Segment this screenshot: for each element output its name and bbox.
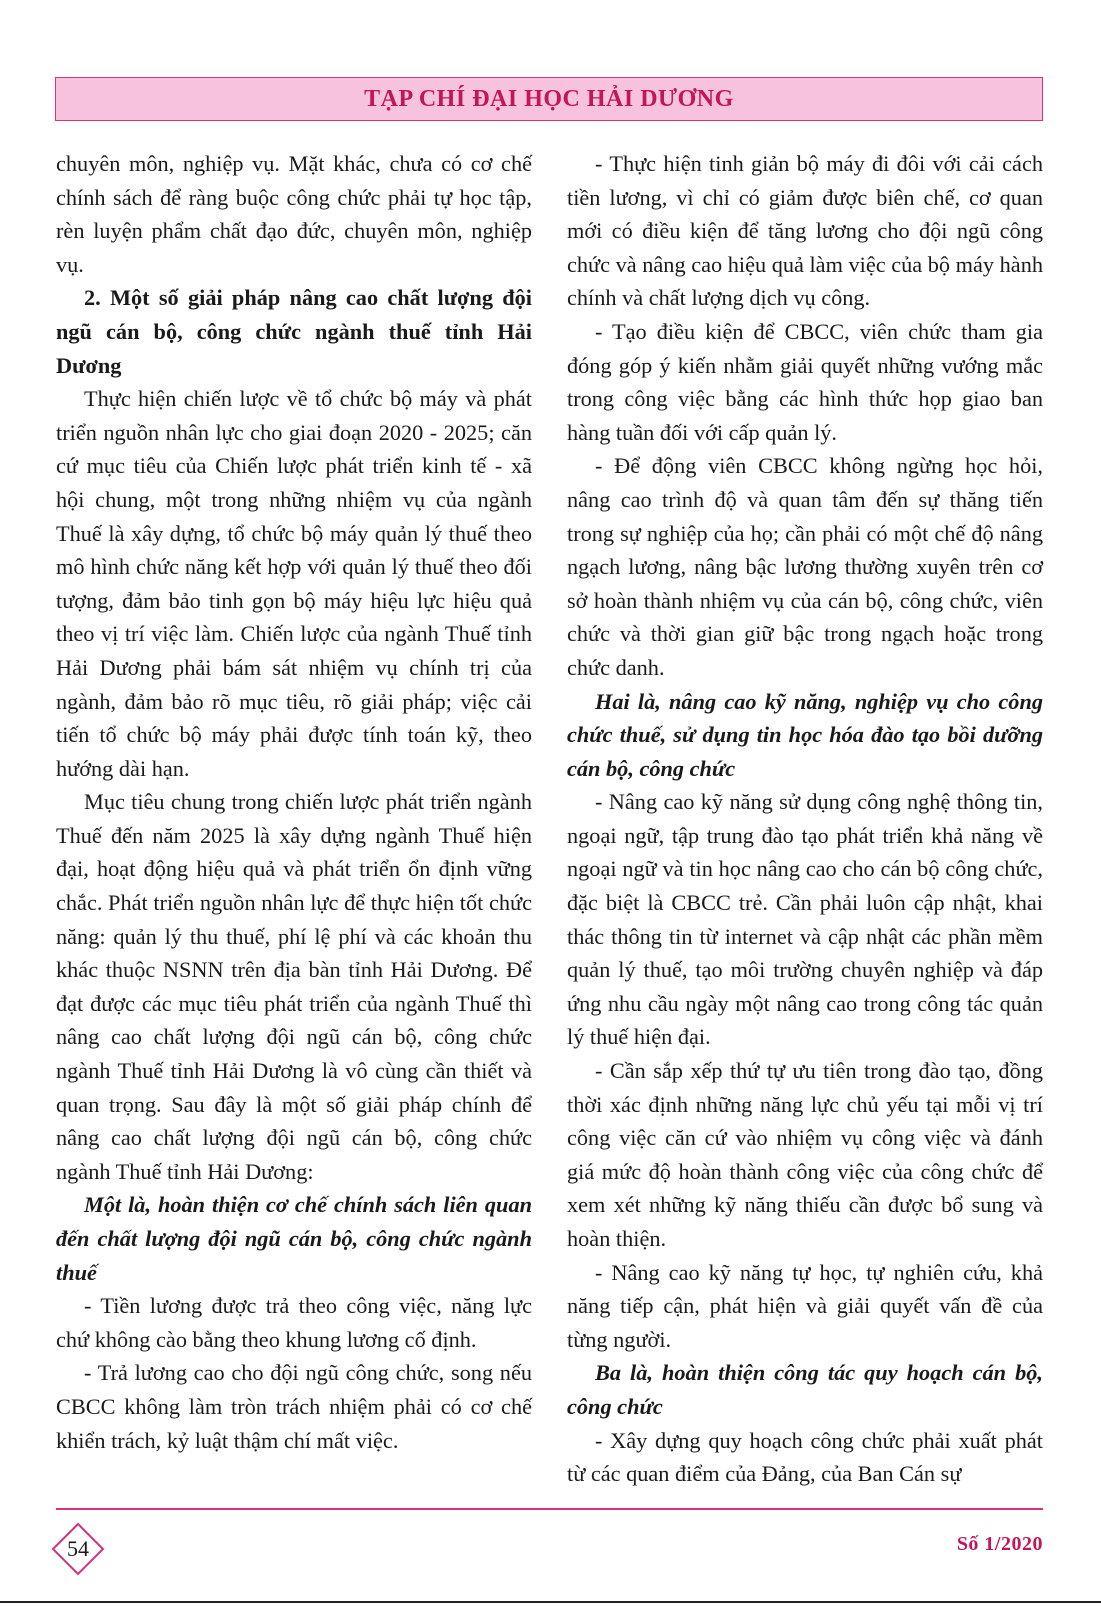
body-paragraph: - Trả lương cao cho đội ngũ công chức, song nếu CBCC không làm tròn trách nhiệm phải có cơ chế khiển trách, kỷ luật thậm chí mất việc. xyxy=(56,1360,532,1453)
subsection-heading: Một là, hoàn thiện cơ chế chính sách liên quan đến chất lượng đội ngũ cán bộ, công chức ngành thuế xyxy=(56,1192,532,1285)
footer-divider xyxy=(56,1508,1043,1510)
right-column xyxy=(567,147,1043,1491)
journal-title: TẠP CHÍ ĐẠI HỌC HẢI DƯƠNG xyxy=(364,85,734,112)
subsection-heading: Ba là, hoàn thiện công tác quy hoạch cán bộ, công chức xyxy=(567,1360,1043,1419)
body-paragraph: chuyên môn, nghiệp vụ. Mặt khác, chưa có cơ chế chính sách để ràng buộc công chức phải tự học tập, rèn luyện phẩm chất đạo đức, chuyên môn, nghiệp vụ. xyxy=(56,151,532,277)
left-column xyxy=(56,147,532,1457)
page-number: 54 xyxy=(67,1536,89,1561)
issue-number: Số 1/2020 xyxy=(956,1533,1043,1555)
section-heading: 2. Một số giải pháp nâng cao chất lượng đội ngũ cán bộ, công chức ngành thuế tỉnh Hải Dương xyxy=(56,285,532,378)
body-paragraph: Thực hiện chiến lược về tổ chức bộ máy và phát triển nguồn nhân lực cho giai đoạn 2020 - 2025; căn cứ mục tiêu của Chiến lược phát triển kinh tế - xã hội chung, một trong những nhiệm vụ của ngành Thuế là xây dựng, tổ chức bộ máy quản lý thuế theo mô hình chức năng kết hợp với quản lý thuế theo đối tượng, đảm bảo tinh gọn bộ máy hiệu lực hiệu quả theo vị trí việc làm. Chiến lược của ngành Thuế tỉnh Hải Dương phải bám sát nhiệm vụ chính trị của ngành, đảm bảo rõ mục tiêu, rõ giải pháp; việc cải tiến tổ chức bộ máy phải được tính toán kỹ, theo hướng dài hạn. xyxy=(56,386,532,781)
body-paragraph: - Tiền lương được trả theo công việc, năng lực chứ không cào bằng theo khung lương cố định. xyxy=(56,1293,532,1352)
body-paragraph: - Tạo điều kiện để CBCC, viên chức tham gia đóng góp ý kiến nhằm giải quyết những vướng mắc trong công việc bằng các hình thức họp giao ban hàng tuần đối với cấp quản lý. xyxy=(567,318,1043,445)
body-paragraph: - Thực hiện tinh giản bộ máy đi đôi với cải cách tiền lương, vì chỉ có giảm được biên chế, cơ quan mới có điều kiện để tăng lương cho đội ngũ công chức và nâng cao hiệu quả làm việc của bộ máy hành chính và chất lượng dịch vụ công. xyxy=(567,151,1043,311)
body-paragraph: - Nâng cao kỹ năng tự học, tự nghiên cứu, khả năng tiếp cận, phát hiện và giải quyết vấn đề của từng người. xyxy=(567,1259,1043,1352)
journal-header xyxy=(55,77,1043,121)
body-paragraph: - Để động viên CBCC không ngừng học hỏi, nâng cao trình độ và quan tâm đến sự thăng tiến trong sự nghiệp của họ; cần phải có một chế độ nâng ngạch lương, nâng bậc lương thường xuyên trên cơ sở hoàn thành nhiệm vụ của cán bộ, công chức, viên chức và thời gian giữ bậc trong ngạch hoặc trong chức danh. xyxy=(567,453,1043,680)
subsection-heading: Hai là, nâng cao kỹ năng, nghiệp vụ cho công chức thuế, sử dụng tin học hóa đào tạo bồi dưỡng cán bộ, công chức xyxy=(567,688,1043,781)
body-paragraph: - Nâng cao kỹ năng sử dụng công nghệ thông tin, ngoại ngữ, tập trung đào tạo phát triển khả năng về ngoại ngữ và tin học nâng cao cho cán bộ công chức, đặc biệt là CBCC trẻ. Cần phải luôn cập nhật, khai thác thông tin từ internet và cập nhật các phần mềm quản lý thuế, tạo môi trường chuyên nghiệp và đáp ứng nhu cầu ngày một nâng cao trong công tác quản lý thuế hiện đại. xyxy=(567,789,1043,1050)
page-bottom-edge xyxy=(0,1601,1101,1603)
body-paragraph: Mục tiêu chung trong chiến lược phát triển ngành Thuế đến năm 2025 là xây dựng ngành Thuế hiện đại, hoạt động hiệu quả và phát triển ổn định vững chắc. Phát triển nguồn nhân lực để thực hiện tốt chức năng: quản lý thu thuế, phí lệ phí và các khoản thu khác thuộc NSNN trên địa bàn tỉnh Hải Dương. Để đạt được các mục tiêu phát triển của ngành Thuế thì nâng cao chất lượng đội ngũ cán bộ, công chức ngành Thuế tỉnh Hải Dương là vô cùng cần thiết và quan trọng. Sau đây là một số giải pháp chính để nâng cao chất lượng đội ngũ cán bộ, công chức ngành Thuế tỉnh Hải Dương: xyxy=(56,789,532,1184)
body-paragraph: - Cần sắp xếp thứ tự ưu tiên trong đào tạo, đồng thời xác định những năng lực chủ yếu tại mỗi vị trí công việc căn cứ vào nhiệm vụ công việc và đánh giá mức độ hoàn thành công việc của công chức để xem xét những kỹ năng thiếu cần được bổ sung và hoàn thiện. xyxy=(567,1058,1043,1251)
body-paragraph: - Xây dựng quy hoạch công chức phải xuất phát từ các quan điểm của Đảng, của Ban Cán sự xyxy=(567,1427,1043,1487)
